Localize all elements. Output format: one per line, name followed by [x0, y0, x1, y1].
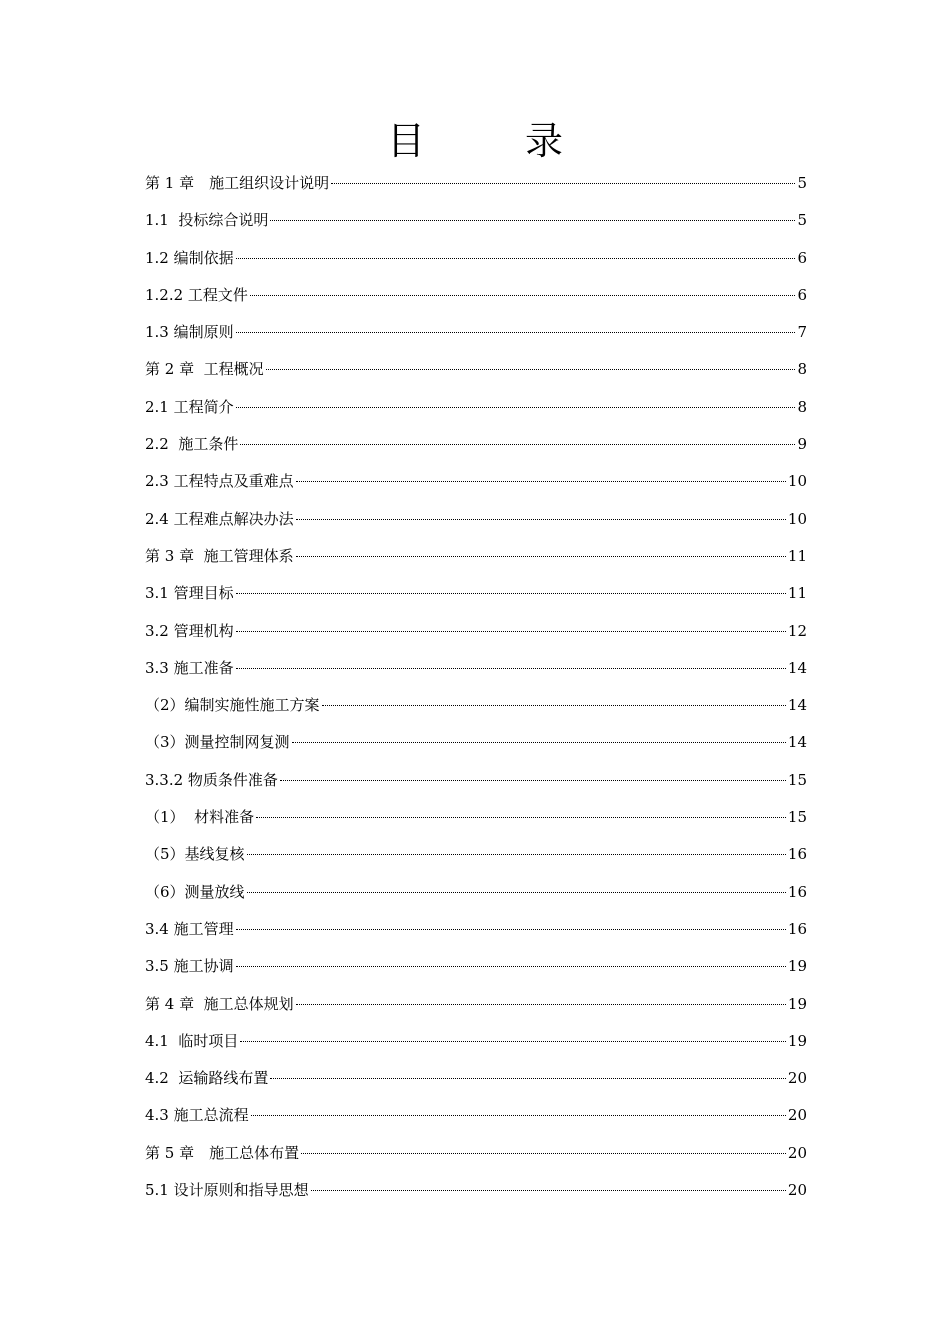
toc-entry[interactable] — [145, 395, 807, 432]
toc-entry-label: （5）基线复核 — [145, 845, 245, 864]
toc-entry-page-number: 16 — [787, 919, 807, 938]
toc-entry-label: 2.1 工程简介 — [145, 397, 234, 416]
toc-entry-label: 1.3 编制原则 — [145, 323, 234, 342]
toc-entry[interactable] — [145, 1066, 807, 1103]
dot-leader — [236, 631, 786, 632]
toc-entry[interactable] — [145, 656, 807, 693]
dot-leader — [236, 593, 786, 594]
dot-leader — [280, 780, 786, 781]
toc-entry-label: 3.5 施工协调 — [145, 957, 234, 976]
toc-entry-label: 3.2 管理机构 — [145, 621, 234, 640]
toc-entry-page-number: 20 — [787, 1106, 807, 1125]
toc-entry[interactable] — [145, 507, 807, 544]
toc-entry-label: 5.1 设计原则和指导思想 — [145, 1181, 309, 1200]
toc-entry-label: 3.3 施工准备 — [145, 658, 234, 677]
toc-entry[interactable] — [145, 246, 807, 283]
dot-leader — [266, 369, 796, 370]
toc-entry-page-number: 15 — [787, 770, 807, 789]
toc-entry-label: 第 3 章 施工管理体系 — [145, 546, 294, 565]
dot-leader — [296, 1004, 786, 1005]
toc-entry[interactable] — [145, 880, 807, 917]
dot-leader — [236, 929, 786, 930]
toc-entry-label: 3.4 施工管理 — [145, 919, 234, 938]
dot-leader — [296, 481, 786, 482]
toc-entry-label: 2.2 施工条件 — [145, 435, 239, 454]
toc-entry[interactable] — [145, 283, 807, 320]
toc-entry[interactable] — [145, 1178, 807, 1215]
toc-entry-page-number: 6 — [797, 285, 807, 304]
dot-leader — [311, 1190, 786, 1191]
toc-entry[interactable] — [145, 842, 807, 879]
toc-entry-page-number: 19 — [787, 1031, 807, 1050]
toc-entry-page-number: 8 — [797, 397, 807, 416]
toc-entry[interactable] — [145, 1029, 807, 1066]
toc-entry-page-number: 10 — [787, 509, 807, 528]
dot-leader — [247, 854, 786, 855]
toc-entry[interactable] — [145, 320, 807, 357]
toc-entry-page-number: 8 — [797, 360, 807, 379]
toc-entry-page-number: 19 — [787, 957, 807, 976]
toc-entry[interactable] — [145, 208, 807, 245]
dot-leader — [236, 332, 796, 333]
dot-leader — [270, 220, 795, 221]
toc-entry-page-number: 16 — [787, 845, 807, 864]
dot-leader — [236, 407, 796, 408]
toc-entry-page-number: 20 — [787, 1069, 807, 1088]
dot-leader — [270, 1078, 786, 1079]
dot-leader — [292, 742, 786, 743]
toc-entry-page-number: 14 — [787, 733, 807, 752]
page-title: 目 录 — [386, 119, 608, 163]
toc-entry[interactable] — [145, 1103, 807, 1140]
toc-entry-page-number: 11 — [787, 584, 807, 603]
toc-entry-page-number: 14 — [787, 696, 807, 715]
toc-entry-page-number: 5 — [797, 211, 807, 230]
toc-entry-page-number: 19 — [787, 994, 807, 1013]
toc-entry-label: 第 4 章 施工总体规划 — [145, 994, 294, 1013]
dot-leader — [236, 966, 786, 967]
toc-entry[interactable] — [145, 805, 807, 842]
toc-entry[interactable] — [145, 992, 807, 1029]
toc-entry-label: （2）编制实施性施工方案 — [145, 696, 320, 715]
toc-entry-label: （6）测量放线 — [145, 882, 245, 901]
toc-entry[interactable] — [145, 768, 807, 805]
toc-entry[interactable] — [145, 544, 807, 581]
toc-entry[interactable] — [145, 1141, 807, 1178]
toc-entry[interactable] — [145, 357, 807, 394]
toc-entry[interactable] — [145, 730, 807, 767]
toc-entry[interactable] — [145, 171, 807, 208]
toc-entry-label: 第 2 章 工程概况 — [145, 360, 264, 379]
dot-leader — [256, 817, 786, 818]
toc-entry-page-number: 7 — [797, 323, 807, 342]
toc-entry-page-number: 15 — [787, 808, 807, 827]
toc-entry-label: 4.3 施工总流程 — [145, 1106, 249, 1125]
toc-entry-page-number: 20 — [787, 1181, 807, 1200]
toc-entry-page-number: 11 — [787, 546, 807, 565]
dot-leader — [331, 183, 795, 184]
toc-entry-label: （1） 材料准备 — [145, 808, 255, 827]
toc-entry[interactable] — [145, 917, 807, 954]
toc-entry[interactable] — [145, 469, 807, 506]
toc-entry-label: 第 1 章 施工组织设计说明 — [145, 174, 330, 192]
dot-leader — [251, 1115, 786, 1116]
toc-entry-label: 4.2 运输路线布置 — [145, 1069, 269, 1088]
toc-entry-label: 4.1 临时项目 — [145, 1031, 239, 1050]
dot-leader — [240, 1041, 786, 1042]
dot-leader — [296, 519, 786, 520]
dot-leader — [247, 892, 786, 893]
toc-entry[interactable] — [145, 432, 807, 469]
table-of-contents — [145, 171, 807, 1215]
toc-entry-label: 第 5 章 施工总体布置 — [145, 1143, 300, 1162]
toc-entry-page-number: 9 — [797, 435, 807, 454]
dot-leader — [250, 295, 796, 296]
toc-entry-label: 3.1 管理目标 — [145, 584, 234, 603]
dot-leader — [240, 444, 795, 445]
dot-leader — [236, 668, 786, 669]
toc-entry-page-number: 6 — [797, 248, 807, 267]
toc-entry-label: 1.2 编制依据 — [145, 248, 234, 267]
toc-entry-page-number: 5 — [797, 174, 807, 192]
toc-entry-page-number: 20 — [787, 1143, 807, 1162]
toc-entry-label: （3）测量控制网复测 — [145, 733, 290, 752]
toc-entry[interactable] — [145, 581, 807, 618]
dot-leader — [236, 258, 796, 259]
toc-entry-label: 1.1 投标综合说明 — [145, 211, 269, 230]
toc-entry-label: 2.3 工程特点及重难点 — [145, 472, 294, 491]
toc-entry-label: 2.4 工程难点解决办法 — [145, 509, 294, 528]
toc-entry-page-number: 14 — [787, 658, 807, 677]
toc-entry[interactable] — [145, 954, 807, 991]
toc-entry-page-number: 16 — [787, 882, 807, 901]
toc-entry-page-number: 10 — [787, 472, 807, 491]
dot-leader — [296, 556, 786, 557]
toc-entry-page-number: 12 — [787, 621, 807, 640]
toc-entry[interactable] — [145, 619, 807, 656]
dot-leader — [301, 1153, 786, 1154]
toc-entry-label: 3.3.2 物质条件准备 — [145, 770, 278, 789]
toc-entry-label: 1.2.2 工程文件 — [145, 285, 248, 304]
toc-entry[interactable] — [145, 693, 807, 730]
dot-leader — [322, 705, 786, 706]
